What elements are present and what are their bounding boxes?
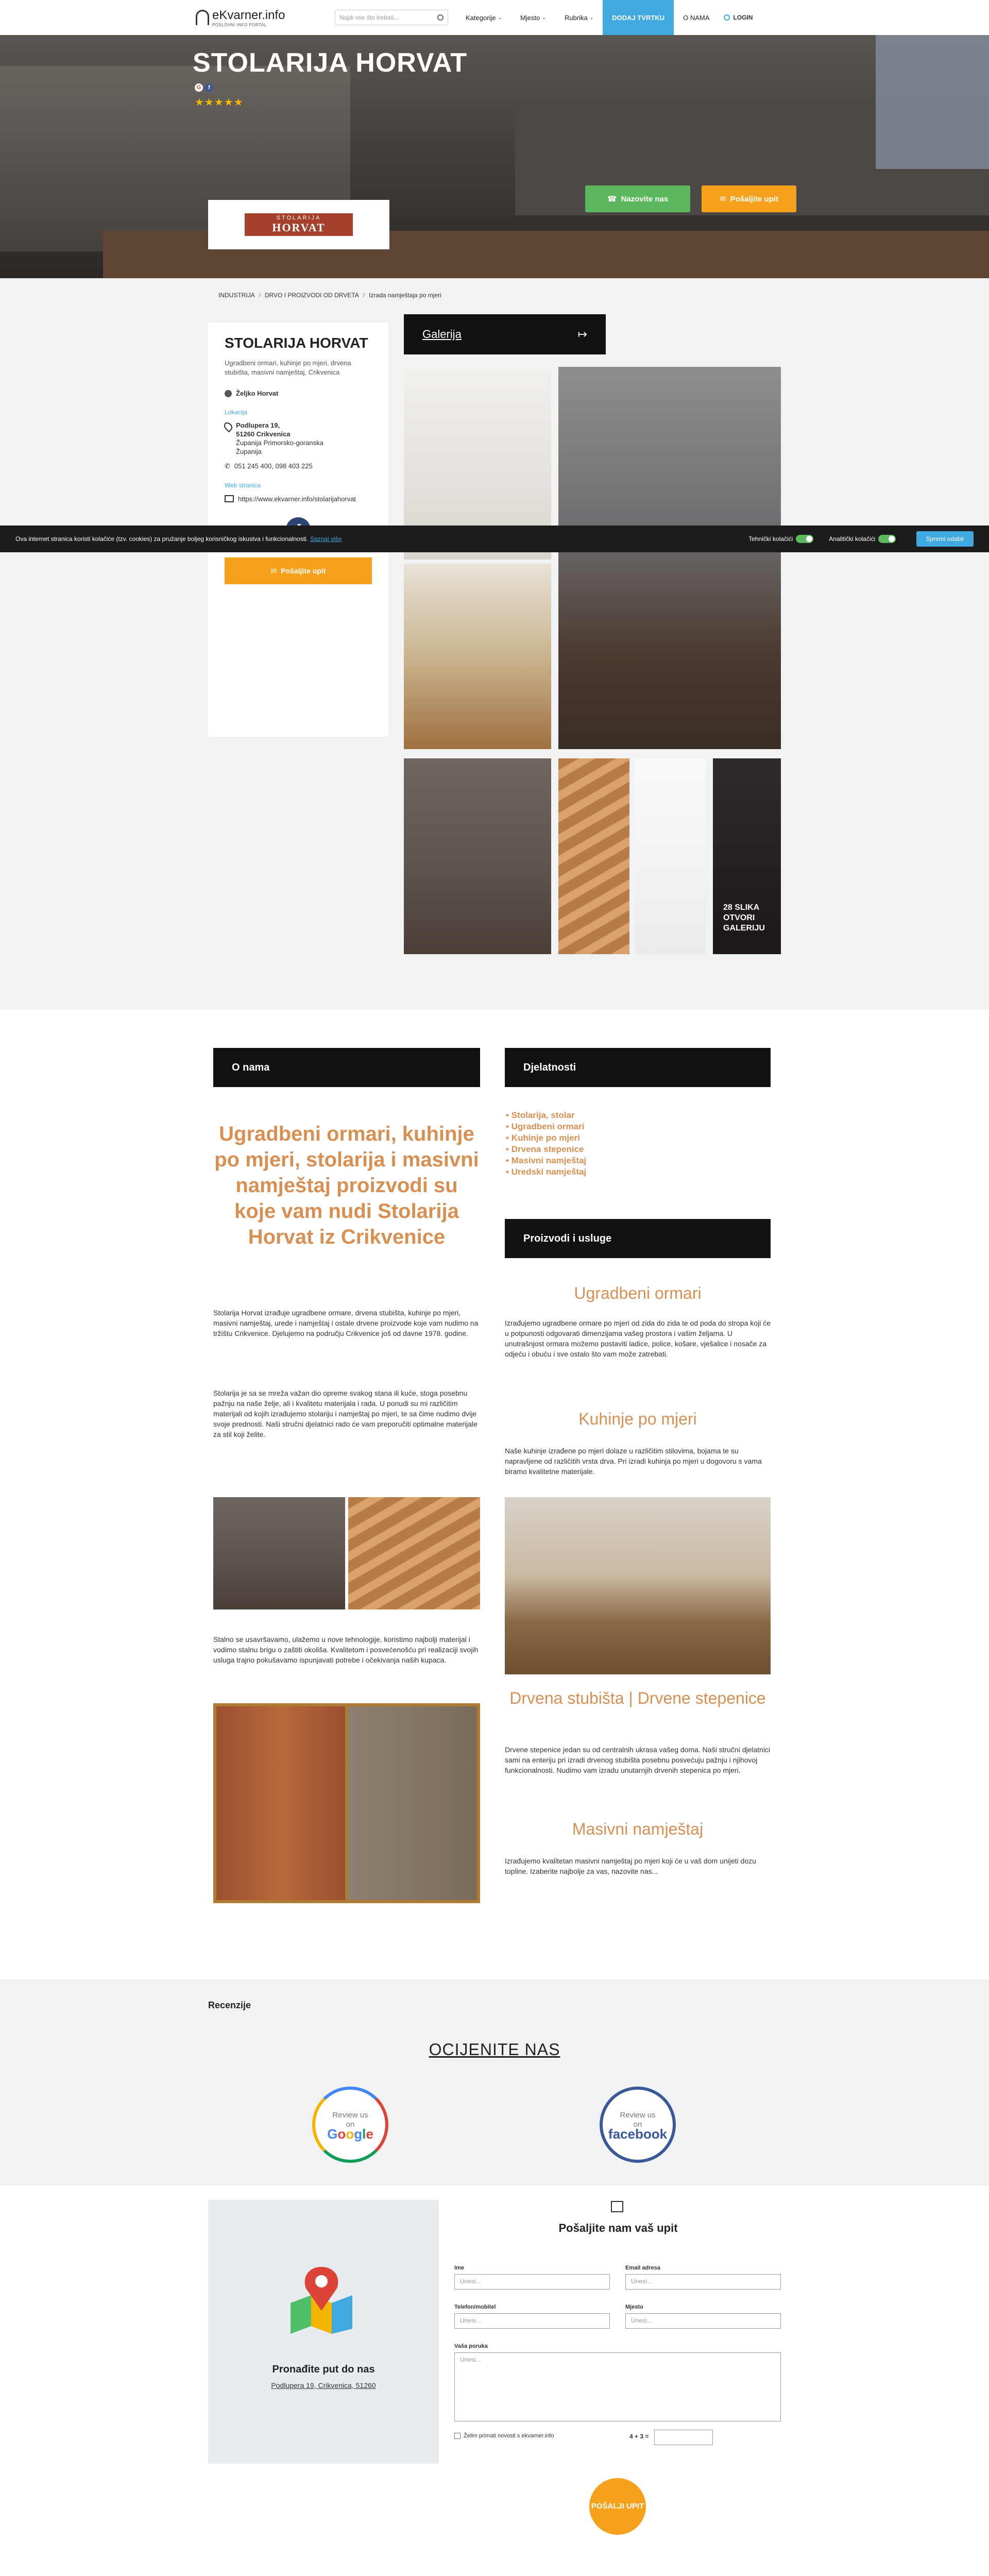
google-logo: [327, 2126, 373, 2142]
about-paragraph-2: Stolarija je sa se mreža važan dio opreme svakog stana ili kuće, stoga posebnu pažnju na naše želje, ali i kvalitetu materijala i rada. U ponudi su mi različitim materijali od kojih izrađujemo stolariju i namještaj po mjeri, te sa čime nudimo dvije svoje prednosti. Naši stručni djelatnici rado će vam preporučiti optimalne materijale za stil koji želite.: [213, 1389, 478, 1438]
phone-field[interactable]: Unesi...: [454, 2313, 610, 2329]
phone-icon: ☎: [607, 195, 617, 204]
facebook-icon[interactable]: f: [205, 83, 213, 92]
gallery-count: 28 SLIKA: [723, 903, 760, 912]
card-send-inquiry-button[interactable]: [225, 557, 372, 584]
send-inquiry-label: Pošaljite upit: [730, 194, 778, 204]
captcha-question: 4 + 3 =: [629, 2433, 649, 2440]
activity-item[interactable]: ▪ Drvena stepenice: [506, 1144, 586, 1155]
envelope-icon: [611, 2201, 623, 2212]
product-title: Kuhinje po mjeri: [578, 1410, 697, 1428]
name-label: Ime: [454, 2265, 464, 2271]
analytic-cookies-toggle[interactable]: [878, 535, 896, 543]
product-text: Drvene stepenice jedan su od centralnih ukrasa vašeg doma. Naši stručni djelatnici sami na enteriju pri izradi drvenog stubišta posebnu posvećuju pažnju i njihovoj funkcionalnosti. Nudimo vam izradu unutarnjih drvenih stepenica po mjeri.: [505, 1745, 771, 1774]
activity-item[interactable]: ▪ Kuhinje po mjeri: [506, 1132, 586, 1144]
gallery-image[interactable]: [635, 758, 706, 954]
hero-banner: [0, 35, 989, 278]
product-text: Izrađujemo kvalitetan masivni namještaj po mjeri koji će u vaš dom unijeti dozu topline. Izaberite najbolje za vas, nazovite nas...: [505, 1857, 756, 1875]
products-header: [505, 1219, 771, 1258]
nav-item-rubrika[interactable]: [555, 0, 603, 35]
nav-item-mjesto[interactable]: [511, 0, 555, 35]
contact-person-name: Željko Horvat: [236, 389, 279, 397]
address-line: Županija: [236, 448, 262, 455]
place-label: Mjesto: [625, 2304, 643, 2310]
technical-cookies-toggle[interactable]: [796, 535, 813, 543]
gallery-open-label: OTVORI GALERIJU: [723, 913, 765, 933]
hero-social-icons: [195, 83, 213, 92]
company-logo-line2: HORVAT: [272, 221, 326, 234]
google-letter: g: [354, 2126, 363, 2142]
logo-tagline: POSLOVNI INFO PORTAL: [212, 22, 267, 27]
rate-us-title: OCIJENITE NAS: [429, 2040, 560, 2059]
gallery-title: Galerija: [422, 328, 462, 341]
main-nav: [456, 0, 719, 35]
search-icon[interactable]: [437, 14, 444, 21]
breadcrumb: [218, 292, 441, 299]
place-field[interactable]: Unesi...: [625, 2313, 781, 2329]
company-logo-line1: STOLARIJA: [276, 215, 321, 221]
nav-item-dodaj-tvrtku[interactable]: [603, 0, 674, 35]
product-title: Masivni namještaj: [572, 1820, 704, 1838]
route-title: Pronađite put do nas: [272, 2364, 375, 2375]
gallery-image[interactable]: [404, 758, 551, 954]
breadcrumb-item[interactable]: INDUSTRIJA: [218, 292, 255, 299]
activity-item[interactable]: ▪ Masivni namještaj: [506, 1155, 586, 1166]
phone-row[interactable]: [225, 462, 372, 470]
search-placeholder: Najdi vse što trebaš...: [339, 14, 399, 21]
technical-cookies-label: Tehnički kolačići: [748, 535, 793, 543]
google-letter: G: [327, 2126, 338, 2142]
phone-icon: ✆: [225, 462, 230, 470]
breadcrumb-separator: /: [363, 292, 365, 299]
google-letter: l: [362, 2126, 366, 2142]
login-label: LOGIN: [733, 14, 753, 21]
facebook-review-line2: on: [633, 2120, 642, 2129]
about-image[interactable]: [348, 1497, 480, 1609]
message-field[interactable]: Unesi...: [454, 2352, 781, 2421]
cookie-message: Ova internet stranica koristi kolačiće (tzv. cookies) za pružanje boljeg korisničkog iskustva i funkcionalnosti.: [15, 535, 309, 543]
gallery-expand-icon[interactable]: ↦: [577, 328, 587, 341]
about-paragraph-1: Stolarija Horvat izrađuje ugradbene ormare, drvena stubišta, kuhinje po mjeri, masivni namještaj, urede i namještaj i ostale drvene proizvode koje vam nudimo na tržištu Crikvenice. Djelujemo na području Crikvenice još od davne 1978. godine.: [213, 1309, 479, 1337]
activities-header-label: Djelatnosti: [523, 1061, 576, 1073]
newsletter-checkbox[interactable]: [454, 2433, 461, 2439]
wardrobe-door-right: [348, 1706, 477, 1900]
wardrobe-door-left: [216, 1706, 345, 1900]
google-review-line2: on: [346, 2120, 355, 2129]
gallery-image[interactable]: [558, 367, 781, 749]
chevron-down-icon: ⌄: [542, 14, 546, 20]
nav-item-kategorije[interactable]: [456, 0, 511, 35]
email-label: Email adresa: [625, 2265, 660, 2271]
call-button-label: Nazovite nas: [621, 194, 669, 204]
product-title: Drvena stubišta | Drvene stepenice: [509, 1689, 766, 1707]
email-field[interactable]: Unesi...: [625, 2274, 781, 2290]
address-block: [225, 421, 372, 456]
about-paragraph-3: Stalno se usavršavamo, ulažemo u nove tehnologije, koristimo najbolji materijal i vodimo stalnu brigu o zaštiti okoliša. Kvalitetom i posvećenošću pri realizaciji svojih usluga trajno pokušavamo ispunjavati potrebe i očekivanja naših kupaca.: [213, 1635, 479, 1664]
name-field[interactable]: Unesi...: [454, 2274, 610, 2290]
company-logo: [208, 200, 389, 249]
contact-person: [225, 389, 372, 397]
about-wardrobe-image[interactable]: [213, 1703, 480, 1903]
site-header: [0, 0, 989, 35]
about-header-label: O nama: [232, 1061, 270, 1073]
logo-mark-icon: [196, 10, 209, 25]
phone-label: Telefon/mobitel: [454, 2304, 496, 2310]
cookie-consent-bar: [0, 526, 989, 552]
about-image[interactable]: [213, 1497, 345, 1609]
mail-icon: ✉: [720, 195, 726, 204]
login-link[interactable]: [724, 14, 753, 21]
address-line: Podlupera 19,: [236, 421, 280, 429]
breadcrumb-separator: /: [259, 292, 261, 299]
message-label: Vaša poruka: [454, 2343, 488, 2349]
breadcrumb-item[interactable]: DRVO I PROIZVODI OD DRVETA: [265, 292, 359, 299]
phone-number: 051 245 400, 098 403 225: [234, 462, 313, 470]
facebook-review-button[interactable]: [600, 2087, 676, 2163]
analytic-cookies-label: Analitički kolačići: [829, 535, 876, 543]
nav-label: O NAMA: [683, 13, 710, 22]
about-title: Ugradbeni ormari, kuhinje po mjeri, stolarija i masivni namještaj proizvodi su koje vam nudi Stolarija Horvat iz Crikvenice: [214, 1123, 479, 1248]
user-icon: [724, 14, 730, 21]
gallery-more-tile[interactable]: [713, 758, 781, 954]
cookie-save-button[interactable]: Spremi odabir: [916, 531, 974, 547]
products-header-label: Proizvodi i usluge: [523, 1232, 612, 1244]
facebook-logo: facebook: [608, 2126, 668, 2142]
route-address-link[interactable]: Podlupera 19, Crikvenica, 51260: [271, 2381, 376, 2389]
nav-label: Rubrika: [564, 13, 588, 22]
card-send-inquiry-label: Pošaljite upit: [281, 567, 326, 575]
nav-label: Kategorije: [466, 13, 496, 22]
mail-icon: ✉: [270, 566, 277, 575]
about-header: [213, 1048, 480, 1087]
chevron-down-icon: ⌄: [589, 14, 594, 20]
web-label: Web stranica: [225, 482, 261, 489]
website-link[interactable]: https://www.ekvarner.info/stolarijahorvat: [238, 495, 356, 503]
search-input[interactable]: [335, 10, 448, 25]
google-icon[interactable]: G: [195, 83, 203, 92]
gallery-image[interactable]: [404, 564, 551, 749]
map-box[interactable]: [208, 2200, 439, 2464]
gallery-more-overlay: [713, 758, 781, 954]
gallery-image[interactable]: [558, 758, 629, 954]
location-pin-icon: [223, 421, 234, 433]
hero-bg-window: [876, 35, 989, 169]
monitor-icon: [225, 495, 234, 502]
submit-inquiry-button[interactable]: POŠALJI UPIT: [589, 2478, 646, 2535]
activity-item[interactable]: ▪ Uredski namještaj: [506, 1166, 586, 1178]
address-line: Županija Primorsko-goranska: [236, 439, 323, 447]
product-kitchen-image[interactable]: [505, 1497, 771, 1674]
logo-main: eKvarner: [212, 8, 262, 22]
website-row[interactable]: [225, 495, 372, 503]
captcha-field[interactable]: [654, 2430, 713, 2445]
reviews-label: Recenzije: [208, 2000, 251, 2010]
google-review-line1: Review us: [332, 2111, 368, 2120]
activity-item[interactable]: ▪ Ugradbeni ormari: [506, 1121, 586, 1132]
activities-list: [506, 1110, 586, 1178]
company-name: STOLARIJA HORVAT: [225, 335, 368, 351]
newsletter-label: Želim primati novosti s ekvarner.info: [464, 2433, 554, 2439]
product-text: Izrađujemo ugradbene ormare po mjeri od zida do zida te od poda do stropa koji će u potpunosti odgovarati dimenzijama vašeg prostora i vašim željama. U unutrašnjost ormara možemo postaviti ladice, police, košare, vješalice i nosače za odjeću i obuću i sve ostalo što vam može zatrebati.: [505, 1319, 771, 1358]
google-letter: o: [337, 2126, 346, 2142]
nav-item-o-nama[interactable]: [674, 0, 719, 35]
chevron-down-icon: ⌄: [498, 14, 502, 20]
location-label: Lokacija: [225, 409, 248, 416]
facebook-review-line1: Review us: [620, 2111, 656, 2120]
breadcrumb-item[interactable]: Izrada namještaja po mjeri: [369, 292, 441, 299]
site-logo[interactable]: [196, 8, 330, 27]
company-title: STOLARIJA HORVAT: [193, 48, 468, 78]
google-review-button[interactable]: [312, 2087, 388, 2163]
nav-label: DODAJ TVRTKU: [612, 13, 665, 22]
cookie-learn-more-link[interactable]: Saznaj više: [310, 535, 342, 543]
send-inquiry-button[interactable]: [702, 185, 796, 212]
logo-suffix: .info: [262, 8, 285, 22]
activity-item[interactable]: ▪ Stolarija, stolar: [506, 1110, 586, 1121]
reviews-section-bg: [0, 1979, 989, 2185]
person-icon: [225, 390, 232, 397]
product-title: Ugradbeni ormari: [574, 1284, 702, 1302]
newsletter-checkbox-row[interactable]: [454, 2433, 554, 2439]
google-letter: o: [346, 2126, 354, 2142]
company-description: Ugradbeni ormari, kuhinje po mjeri, drvena stubišta, masivni namještaj, Crikvenica: [225, 359, 351, 376]
google-letter: e: [366, 2126, 373, 2142]
form-title: Pošaljite nam vaš upit: [558, 2222, 678, 2234]
address-line: 51260 Crikvenica: [236, 430, 291, 438]
activities-header: [505, 1048, 771, 1087]
call-button[interactable]: [585, 185, 690, 212]
gallery-header[interactable]: [404, 314, 606, 354]
rating-stars: ★★★★★: [195, 97, 244, 108]
nav-label: Mjesto: [520, 13, 540, 22]
map-pin-icon: [285, 2262, 357, 2334]
product-text: Naše kuhinje izrađene po mjeri dolaze u različitim stilovima, bojama te su napravljene od različitih vrsta drva. Pri izradi kuhinja po mjeri u dogovoru s vama biramo kvalitetne materijale.: [505, 1447, 762, 1476]
